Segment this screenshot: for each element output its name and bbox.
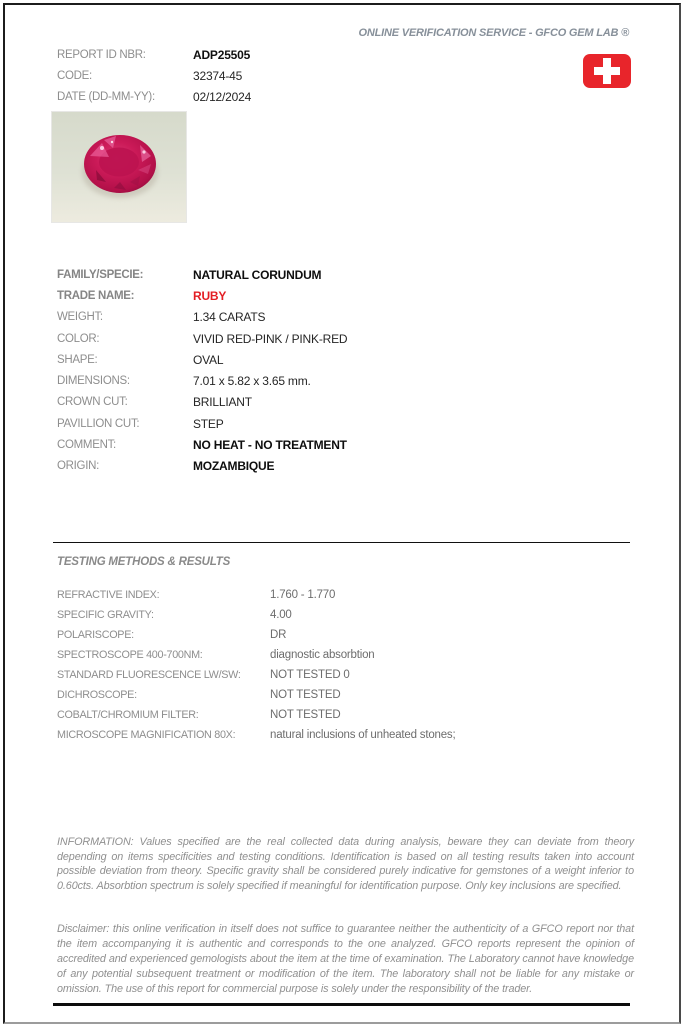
shape-value: OVAL [193, 352, 224, 367]
comment-value: NO HEAT - NO TREATMENT [193, 438, 347, 453]
cobalt-filter-label: COBALT/CHROMIUM FILTER: [57, 709, 199, 721]
dimensions-label: DIMENSIONS: [57, 375, 130, 388]
weight-value: 1.34 CARATS [193, 310, 266, 325]
date-label: DATE (DD-MM-YY): [57, 91, 155, 104]
testing-section-title: TESTING METHODS & RESULTS [57, 556, 231, 568]
test-row-microscope [57, 725, 617, 745]
report-id-row [57, 44, 397, 65]
field-row-color [57, 328, 517, 349]
spectroscope-value: diagnostic absorbtion [270, 649, 375, 661]
report-meta-block [57, 44, 397, 108]
information-paragraph: INFORMATION: Values specified are the real collected data during analysis, beware they can deviate from theory depending on items specificities and testing conditions. Identification is based on all testing results taken into account possible deviation from theory. Specific gravity shall be considered purely indicative for gemstones of a weight inferior to 0.60cts. Absorbtion spectrum is solely specified if meaningful for identification purpose. Only key inclusions are specified. [57, 836, 634, 892]
field-row-trade-name [57, 285, 517, 306]
field-row-pavillion-cut [57, 413, 517, 434]
pavillion-cut-label: PAVILLION CUT: [57, 417, 140, 430]
bottom-rule-line [53, 1003, 630, 1006]
test-row-spectroscope [57, 645, 617, 665]
family-specie-value: NATURAL CORUNDUM [193, 267, 322, 282]
origin-label: ORIGIN: [57, 460, 99, 473]
section-divider-line [53, 542, 630, 543]
refractive-index-label: REFRACTIVE INDEX: [57, 589, 160, 601]
cobalt-filter-value: NOT TESTED [270, 709, 341, 721]
testing-results-block [57, 585, 617, 745]
report-id-label: REPORT ID NBR: [57, 48, 146, 61]
trade-name-value: RUBY [193, 288, 227, 303]
test-row-cobalt-filter [57, 705, 617, 725]
field-row-crown-cut [57, 392, 517, 413]
specific-gravity-value: 4.00 [270, 609, 292, 621]
field-row-shape [57, 349, 517, 370]
crown-cut-label: CROWN CUT: [57, 396, 128, 409]
polariscope-value: DR [270, 629, 287, 641]
date-row [57, 87, 397, 108]
test-row-refractive-index [57, 585, 617, 605]
test-row-dichroscope [57, 685, 617, 705]
swiss-flag-icon [583, 54, 631, 88]
color-label: COLOR: [57, 332, 100, 345]
shape-label: SHAPE: [57, 353, 98, 366]
microscope-label: MICROSCOPE MAGNIFICATION 80X: [57, 729, 236, 741]
origin-value: MOZAMBIQUE [193, 459, 275, 474]
code-label: CODE: [57, 69, 92, 82]
fluorescence-label: STANDARD FLUORESCENCE LW/SW: [57, 669, 241, 681]
code-row [57, 65, 397, 86]
field-row-dimensions [57, 370, 517, 391]
microscope-value: natural inclusions of unheated stones; [270, 729, 456, 741]
fluorescence-value: NOT TESTED 0 [270, 669, 350, 681]
disclaimer-paragraph: Disclaimer: this online verification in itself does not suffice to guarantee neither the authenticity of a GFCO report nor that the item accompanying it is authentic and corresponds to the one analyzed. GFCO reports represent the opinion of accredited and experienced gemologists about the item at the time of examination. The Laboratory cannot have knowledge of any potential subsequent treatment or modification of the item. The laboratory shall not be liable for any mistake or omission. The use of this report for commercial purpose is solely under the responsibility of the trader. [57, 923, 634, 995]
field-row-comment [57, 434, 517, 455]
refractive-index-value: 1.760 - 1.770 [270, 589, 336, 601]
field-row-origin [57, 456, 517, 477]
date-value: 02/12/2024 [193, 90, 252, 105]
comment-label: COMMENT: [57, 439, 116, 452]
field-row-family-specie [57, 264, 517, 285]
family-specie-label: FAMILY/SPECIE: [57, 268, 144, 281]
crown-cut-value: BRILLIANT [193, 395, 252, 410]
dichroscope-label: DICHROSCOPE: [57, 689, 137, 701]
identification-block [57, 264, 517, 477]
dimensions-value: 7.01 x 5.82 x 3.65 mm. [193, 374, 311, 389]
gemstone-photo [52, 112, 186, 222]
color-value: VIVID RED-PINK / PINK-RED [193, 331, 348, 346]
spectroscope-label: SPECTROSCOPE 400-700NM: [57, 649, 203, 661]
pavillion-cut-value: STEP [193, 416, 224, 431]
test-row-fluorescence [57, 665, 617, 685]
test-row-specific-gravity [57, 605, 617, 625]
specific-gravity-label: SPECIFIC GRAVITY: [57, 609, 154, 621]
trade-name-label: TRADE NAME: [57, 289, 135, 302]
weight-label: WEIGHT: [57, 311, 103, 324]
code-value: 32374-45 [193, 68, 243, 83]
report-id-value: ADP25505 [193, 47, 251, 62]
certificate-page [3, 3, 681, 1024]
test-row-polariscope [57, 625, 617, 645]
field-row-weight [57, 307, 517, 328]
dichroscope-value: NOT TESTED [270, 689, 341, 701]
service-header-title: ONLINE VERIFICATION SERVICE - GFCO GEM LAB ® [358, 27, 629, 39]
polariscope-label: POLARISCOPE: [57, 629, 134, 641]
